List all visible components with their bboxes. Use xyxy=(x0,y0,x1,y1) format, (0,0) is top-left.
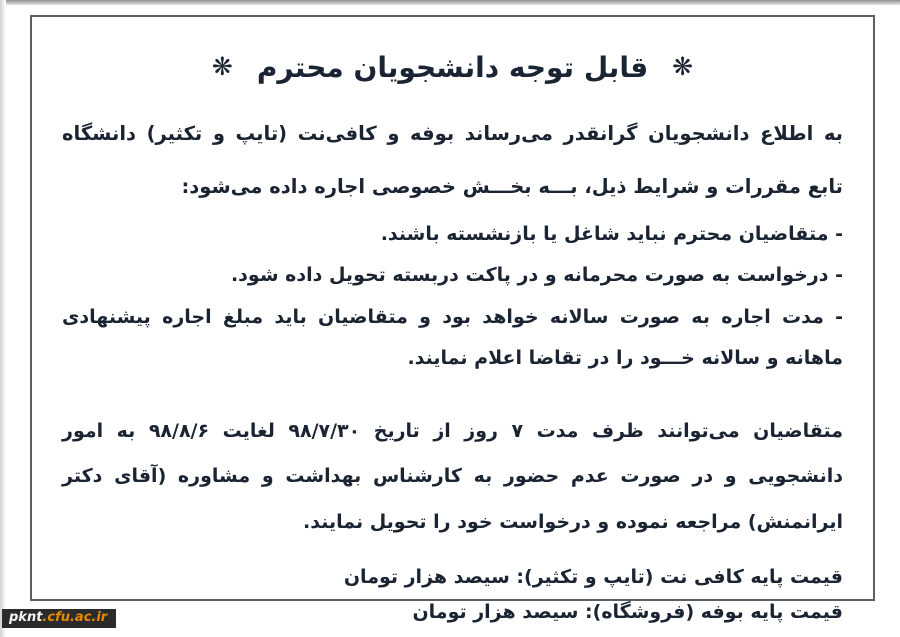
flower-asterisk-icon: ❋ xyxy=(672,52,694,81)
scan-artifact-top-band xyxy=(0,0,900,5)
watermark-suffix: .cfu.ac.ir xyxy=(42,610,108,625)
intro-paragraph: به اطلاع دانشجویان گرانقدر می‌رساند بوفه و کافی‌نت (تایپ و تکثیر) دانشگاه تابع مقررات و شرایط ذیل، بـــه بخـــش خصوصی اجاره داده می‌شود: xyxy=(62,122,843,198)
price-line-cafenet: قیمت پایه کافی نت (تایپ و تکثیر): سیصد هزار تومان xyxy=(343,565,843,588)
price-line-buffet: قیمت پایه بوفه (فروشگاه): سیصد هزار تومان xyxy=(412,600,843,623)
condition-item: - درخواست به صورت محرمانه و در پاکت دربسته تحویل داده شود. xyxy=(230,264,843,287)
notice-title-text: قابل توجه دانشجویان محترم xyxy=(256,51,649,84)
deadline-paragraph: متقاضیان می‌توانند ظرف مدت ۷ روز از تاریخ ۹۸/۷/۳۰ لغایت ۹۸/۸/۶ به امور دانشجویی و در صورت عدم حضور به کارشناس بهداشت و مشاوره (آقای دکتر ایرانمنش) مراجعه نموده و درخواست خود را تحویل نمایند. xyxy=(62,419,843,534)
condition-item: - مدت اجاره به صورت سالانه خواهد بود و متقاضیان باید مبلغ اجاره پیشنهادی ماهانه و سالانه خـــود را در تقاضا اعلام نمایند. xyxy=(62,306,843,369)
watermark-prefix: pknt xyxy=(9,610,43,625)
price-list xyxy=(58,560,847,630)
notice-title xyxy=(58,51,847,84)
condition-item: - متقاضیان محترم نباید شاغل یا بازنشسته باشند. xyxy=(380,223,843,246)
site-watermark-badge xyxy=(2,609,116,628)
flower-asterisk-icon: ❋ xyxy=(211,52,233,81)
scan-artifact-left-band xyxy=(0,0,6,637)
